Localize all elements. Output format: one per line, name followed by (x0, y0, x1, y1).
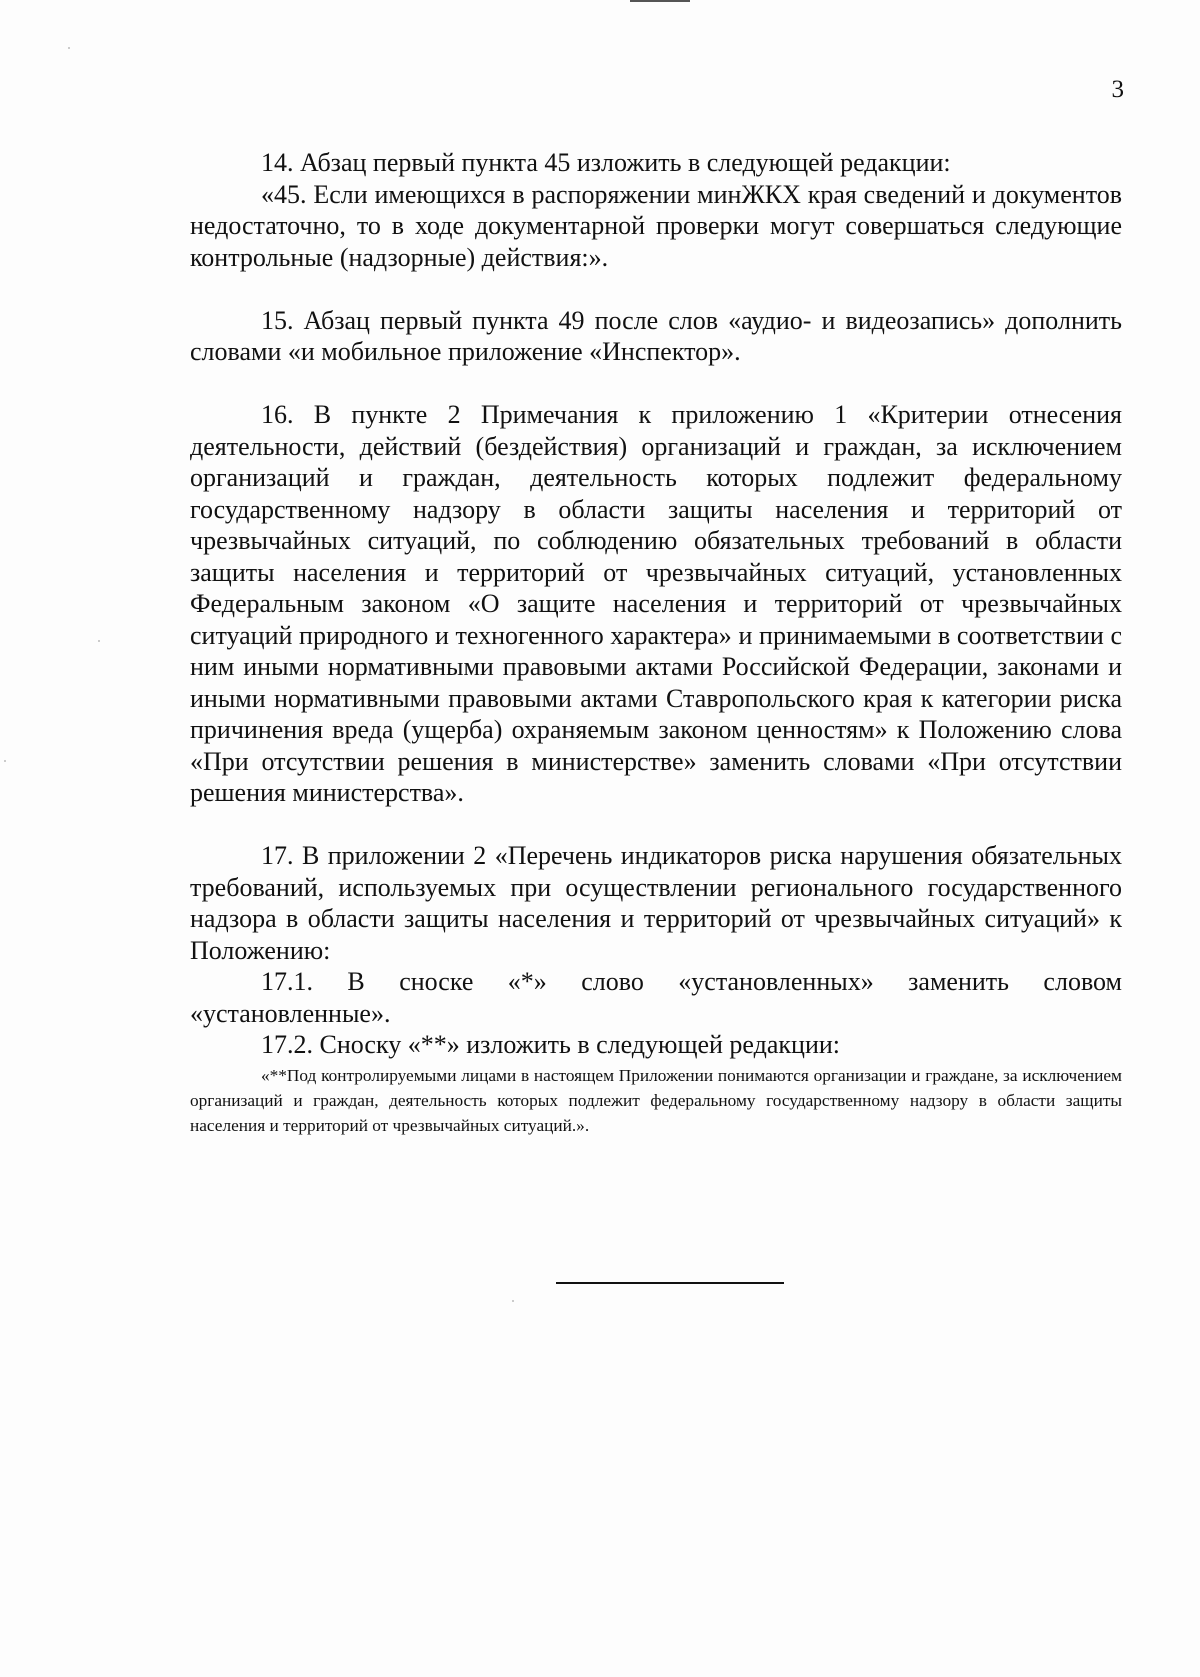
end-divider (556, 1282, 784, 1284)
footnote-text: «**Под контролируемыми лицами в настоящем Приложении понимаются организации и граждане, за исключением организаций и граждан, деятельность которых подлежит федеральному государственному надзору в области защиты населения и территорий от чрезвычайных ситуаций.». (190, 1065, 1122, 1135)
document-body (190, 147, 1122, 1138)
paragraph-17: 17. В приложении 2 «Перечень индикаторов риска нарушения обязательных требований, используемых при осуществлении регионального государственного надзора в области защиты населения и территорий от чрезвычайных ситуаций» к Положению: (190, 841, 1122, 965)
scan-speck (98, 640, 100, 642)
paragraph-17-1: 17.1. В сноске «*» слово «установленных» заменить словом «установленные». (190, 967, 1122, 1028)
paragraph-14-body: «45. Если имеющихся в распоряжении минЖКХ края сведений и документов недостаточно, то в ходе документарной проверки могут совершаться следующие контрольные (надзорные) действия:». (190, 179, 1122, 272)
page-number: 3 (1111, 76, 1124, 103)
paragraph-16: 16. В пункте 2 Примечания к приложению 1 «Критерии отнесения деятельности, действий (бездействия) организаций и граждан, за исключением организаций и граждан, деятельность которых подлежит федеральному государственному надзору в области защиты населения и территорий от чрезвычайных ситуаций, по соблюдению обязательных требований в области защиты населения и территорий от чрезвычайных ситуаций, установленных Федеральным законом «О защите населения и территорий от чрезвычайных ситуаций природного и техногенного характера» и принимаемыми в соответствии с ним иными нормативными правовыми актами Российской Федерации, законами и иными нормативными правовыми актами Ставропольского края к категории риска причинения вреда (ущерба) охраняемым законом ценностям» к Положению слова «При отсутствии решения в министерстве» заменить словами «При отсутствии решения министерства». (190, 400, 1122, 807)
paragraph-15: 15. Абзац первый пункта 49 после слов «аудио- и видеозапись» дополнить словами «и мобильное приложение «Инспектор». (190, 305, 1122, 366)
paragraph-14-heading: 14. Абзац первый пункта 45 изложить в следующей редакции: (261, 148, 951, 177)
scan-speck (4, 760, 6, 762)
scan-top-mark (630, 0, 690, 2)
scan-speck (512, 1300, 514, 1302)
paragraph-17-2: 17.2. Сноску «**» изложить в следующей редакции: (261, 1030, 840, 1059)
scan-speck (68, 47, 70, 49)
